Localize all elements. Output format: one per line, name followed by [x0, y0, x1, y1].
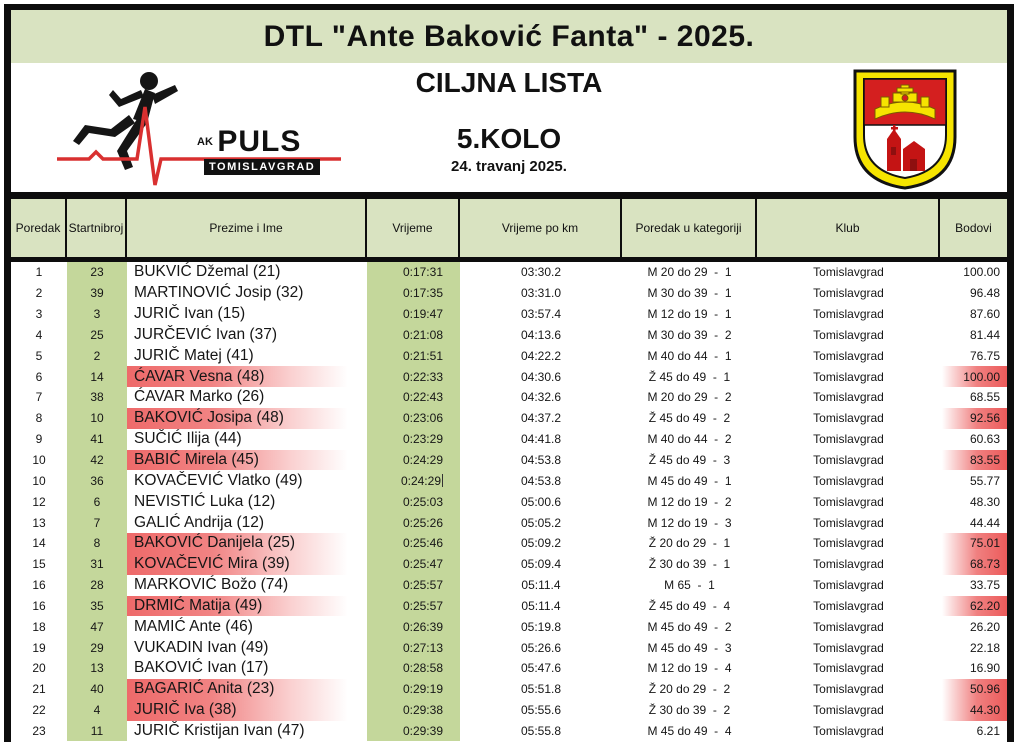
rank-cell: 18 [32, 619, 46, 634]
rank-cell: 6 [35, 369, 43, 384]
pace-cell: 04:53.8 [520, 473, 562, 488]
rank-cell: 22 [32, 703, 46, 718]
name-cell: VUKADIN Ivan (49) [134, 638, 269, 656]
club-cell: Tomislavgrad [813, 286, 884, 301]
name-cell: JURIČ Matej (41) [134, 346, 254, 364]
rank-cell: 1 [35, 265, 43, 280]
club-cell: Tomislavgrad [813, 640, 884, 655]
bib-cell: 40 [67, 679, 127, 700]
category-rank-cell: M 12 do 19 - 1 [647, 307, 732, 322]
rank-cell: 3 [35, 307, 43, 322]
time-cell: 0:22:33 [367, 366, 460, 387]
club-cell: Tomislavgrad [813, 327, 884, 342]
table-header-row [11, 199, 1007, 262]
bib-cell: 35 [67, 596, 127, 617]
category-rank-cell: M 12 do 19 - 2 [647, 494, 732, 509]
club-cell: Tomislavgrad [813, 619, 884, 634]
tomislavgrad-crest [851, 67, 959, 191]
rank-cell: 10 [32, 473, 46, 488]
table-row [11, 304, 1007, 325]
rank-cell: 7 [35, 390, 43, 405]
name-cell: MAMIĆ Ante (46) [134, 617, 253, 635]
category-rank-cell: Ž 30 do 39 - 1 [648, 557, 731, 572]
time-cell: 0:25:03 [367, 491, 460, 512]
category-rank-cell: M 45 do 49 - 1 [647, 473, 732, 488]
points-cell: 33.75 [969, 578, 1000, 593]
rank-cell: 20 [32, 661, 46, 676]
time-cell: 0:25:46 [367, 533, 460, 554]
name-cell: JURIČ Kristijan Ivan (47) [134, 721, 305, 739]
sheet-frame [4, 4, 1014, 742]
category-rank-cell: M 12 do 19 - 4 [647, 661, 732, 676]
club-cell: Tomislavgrad [813, 661, 884, 676]
pace-cell: 04:30.6 [520, 369, 562, 384]
time-cell: 0:28:58 [367, 658, 460, 679]
logo-puls-label: PULS [217, 125, 302, 158]
name-cell: BAKOVIĆ Danijela (25) [127, 533, 367, 554]
pace-cell: 05:11.4 [521, 578, 561, 593]
name-cell: KOVAČEVIĆ Vlatko (49) [134, 471, 303, 489]
category-rank-cell: Ž 45 do 49 - 1 [648, 369, 731, 384]
points-cell: 62.20 [940, 596, 1007, 617]
points-cell: 60.63 [969, 432, 1000, 447]
col-header-poredak: Poredak [11, 199, 67, 257]
club-cell: Tomislavgrad [813, 703, 884, 718]
table-row [11, 408, 1007, 429]
bib-cell: 13 [67, 658, 127, 679]
rank-cell: 9 [35, 432, 43, 447]
coat-of-arms-icon [851, 67, 959, 191]
time-cell: 0:23:29 [367, 429, 460, 450]
club-cell: Tomislavgrad [813, 578, 884, 593]
name-cell: BUKVIĆ Džemal (21) [134, 263, 281, 281]
rank-cell: 4 [35, 327, 43, 342]
rank-cell: 12 [32, 494, 46, 509]
table-row [11, 575, 1007, 596]
bib-cell: 10 [67, 408, 127, 429]
pace-cell: 03:30.2 [520, 265, 562, 280]
bib-cell: 11 [67, 721, 127, 742]
points-cell: 48.30 [969, 494, 1000, 509]
bib-cell: 38 [67, 387, 127, 408]
time-cell: 0:19:47 [367, 304, 460, 325]
pace-cell: 03:57.4 [520, 307, 562, 322]
points-cell: 100.00 [940, 366, 1007, 387]
table-row [11, 700, 1007, 721]
bib-cell: 29 [67, 637, 127, 658]
table-row [11, 616, 1007, 637]
category-rank-cell: M 45 do 49 - 4 [647, 723, 732, 738]
name-cell: KOVAČEVIĆ Mira (39) [127, 554, 367, 575]
logo-city-label: TOMISLAVGRAD [204, 159, 320, 175]
pace-cell: 04:37.2 [520, 411, 562, 426]
table-row [11, 721, 1007, 742]
race-date: 24. travanj 2025. [451, 158, 567, 175]
category-rank-cell: M 40 do 44 - 2 [647, 432, 732, 447]
club-cell: Tomislavgrad [813, 432, 884, 447]
table-row [11, 658, 1007, 679]
points-cell: 81.44 [969, 327, 1000, 342]
col-header-bodovi: Bodovi [940, 199, 1007, 257]
pace-cell: 04:13.6 [520, 327, 562, 342]
pace-cell: 04:32.6 [520, 390, 562, 405]
time-cell: 0:25:47 [367, 554, 460, 575]
club-cell: Tomislavgrad [813, 348, 884, 363]
subtitle-kolo: 5.KOLO [456, 123, 562, 154]
club-cell: Tomislavgrad [813, 369, 884, 384]
bib-cell: 6 [67, 491, 127, 512]
subtitle-ciljna-lista: CILJNA LISTA [415, 67, 603, 98]
pace-cell: 04:53.8 [520, 453, 562, 468]
rank-cell: 13 [32, 515, 46, 530]
club-cell: Tomislavgrad [813, 515, 884, 530]
rank-cell: 16 [32, 578, 46, 593]
category-rank-cell: M 30 do 39 - 2 [647, 327, 732, 342]
pace-cell: 04:41.8 [520, 432, 562, 447]
pace-cell: 05:55.6 [520, 703, 562, 718]
time-cell: 0:24:29 [367, 470, 460, 491]
table-row [11, 345, 1007, 366]
category-rank-cell: M 20 do 29 - 2 [647, 390, 732, 405]
time-cell: 0:22:43 [367, 387, 460, 408]
club-cell: Tomislavgrad [813, 265, 884, 280]
table-row [11, 470, 1007, 491]
club-cell: Tomislavgrad [813, 494, 884, 509]
club-cell: Tomislavgrad [813, 682, 884, 697]
col-header-klub: Klub [757, 199, 940, 257]
bib-cell: 14 [67, 366, 127, 387]
points-cell: 50.96 [940, 679, 1007, 700]
table-row [11, 596, 1007, 617]
table-row [11, 512, 1007, 533]
title-band [11, 10, 1007, 63]
category-rank-cell: M 12 do 19 - 3 [647, 515, 732, 530]
pace-cell: 05:47.6 [520, 661, 562, 676]
bib-cell: 8 [67, 533, 127, 554]
category-rank-cell: Ž 30 do 39 - 2 [648, 703, 731, 718]
category-rank-cell: Ž 45 do 49 - 2 [648, 411, 731, 426]
bib-cell: 42 [67, 450, 127, 471]
table-row [11, 429, 1007, 450]
table-row [11, 325, 1007, 346]
bib-cell: 3 [67, 304, 127, 325]
bib-cell: 23 [67, 262, 127, 283]
club-cell: Tomislavgrad [813, 411, 884, 426]
club-cell: Tomislavgrad [813, 557, 884, 572]
pace-cell: 05:55.8 [520, 723, 562, 738]
bib-cell: 36 [67, 470, 127, 491]
name-cell: NEVISTIĆ Luka (12) [134, 492, 276, 510]
name-cell: BAGARIĆ Anita (23) [127, 679, 367, 700]
rank-cell: 14 [32, 536, 46, 551]
table-row [11, 554, 1007, 575]
logo-text [197, 127, 301, 157]
name-cell: MARTINOVIĆ Josip (32) [134, 284, 304, 302]
time-cell: 0:21:08 [367, 325, 460, 346]
table-row [11, 637, 1007, 658]
logo-ak-label: AK [197, 136, 213, 148]
time-cell: 0:27:13 [367, 637, 460, 658]
table-row [11, 533, 1007, 554]
col-header-poredak-kategorija: Poredak u kategoriji [622, 199, 757, 257]
header-separator [11, 192, 1007, 199]
category-rank-cell: M 40 do 44 - 1 [647, 348, 732, 363]
time-cell: 0:25:57 [367, 575, 460, 596]
pace-cell: 05:19.8 [520, 619, 562, 634]
time-cell: 0:24:29 [367, 450, 460, 471]
table-row [11, 491, 1007, 512]
points-cell: 96.48 [969, 286, 1000, 301]
rank-cell: 23 [32, 723, 46, 738]
points-cell: 83.55 [940, 450, 1007, 471]
name-cell: JURIČ Ivan (15) [134, 305, 246, 323]
pace-cell: 05:05.2 [520, 515, 562, 530]
page-title: DTL "Ante Baković Fanta" - 2025. [263, 19, 755, 53]
time-cell: 0:29:38 [367, 700, 460, 721]
bib-cell: 41 [67, 429, 127, 450]
rank-cell: 15 [32, 557, 46, 572]
name-cell: DRMIĆ Matija (49) [127, 596, 367, 617]
points-cell: 26.20 [969, 619, 1000, 634]
rank-cell: 16 [32, 598, 46, 613]
time-cell: 0:17:35 [367, 283, 460, 304]
club-cell: Tomislavgrad [813, 390, 884, 405]
col-header-vrijeme-po-km: Vrijeme po km [460, 199, 622, 257]
col-header-prezime-ime: Prezime i Ime [127, 199, 367, 257]
time-cell: 0:23:06 [367, 408, 460, 429]
points-cell: 44.30 [940, 700, 1007, 721]
name-cell: BAKOVIĆ Josipa (48) [127, 408, 367, 429]
bib-cell: 4 [67, 700, 127, 721]
bib-cell: 25 [67, 325, 127, 346]
points-cell: 44.44 [969, 515, 1000, 530]
pace-cell: 05:00.6 [520, 494, 562, 509]
name-cell: GALIĆ Andrija (12) [134, 513, 265, 531]
name-cell: BAKOVIĆ Ivan (17) [134, 659, 269, 677]
rank-cell: 19 [32, 640, 46, 655]
points-cell: 55.77 [969, 473, 1000, 488]
club-cell: Tomislavgrad [813, 536, 884, 551]
rank-cell: 10 [32, 453, 46, 468]
club-cell: Tomislavgrad [813, 598, 884, 613]
table-row [11, 262, 1007, 283]
pace-cell: 05:09.2 [520, 536, 562, 551]
name-cell: ĆAVAR Marko (26) [134, 388, 265, 406]
rank-cell: 5 [35, 348, 43, 363]
name-cell: MARKOVIĆ Božo (74) [134, 576, 289, 594]
pace-cell: 05:09.4 [520, 557, 562, 572]
time-cell: 0:29:39 [367, 721, 460, 742]
table-row [11, 283, 1007, 304]
header-area [11, 63, 1007, 192]
category-rank-cell: M 30 do 39 - 1 [647, 286, 732, 301]
bib-cell: 2 [67, 345, 127, 366]
pace-cell: 05:26.6 [520, 640, 562, 655]
points-cell: 75.01 [940, 533, 1007, 554]
time-cell: 0:29:19 [367, 679, 460, 700]
club-cell: Tomislavgrad [813, 473, 884, 488]
points-cell: 100.00 [963, 265, 1000, 280]
pace-cell: 05:51.8 [520, 682, 562, 697]
name-cell: BABIĆ Mirela (45) [127, 450, 367, 471]
rank-cell: 21 [32, 682, 46, 697]
table-body [11, 262, 1007, 741]
points-cell: 87.60 [969, 307, 1000, 322]
club-cell: Tomislavgrad [813, 723, 884, 738]
time-cell: 0:21:51 [367, 345, 460, 366]
name-cell: JURČEVIĆ Ivan (37) [134, 325, 277, 343]
name-cell: ĆAVAR Vesna (48) [127, 366, 367, 387]
name-cell: SUČIĆ Ilija (44) [134, 430, 242, 448]
ak-puls-logo [49, 71, 349, 191]
category-rank-cell: M 65 - 1 [664, 578, 715, 593]
category-rank-cell: M 45 do 49 - 2 [647, 619, 732, 634]
category-rank-cell: M 20 do 29 - 1 [647, 265, 732, 280]
table-row [11, 450, 1007, 471]
pace-cell: 03:31.0 [520, 286, 562, 301]
points-cell: 76.75 [969, 348, 1000, 363]
bib-cell: 31 [67, 554, 127, 575]
category-rank-cell: M 45 do 49 - 3 [647, 640, 732, 655]
points-cell: 6.21 [976, 723, 1000, 738]
category-rank-cell: Ž 20 do 29 - 1 [648, 536, 731, 551]
category-rank-cell: Ž 20 do 29 - 2 [648, 682, 731, 697]
name-cell: JURIČ Iva (38) [127, 700, 367, 721]
points-cell: 16.90 [969, 661, 1000, 676]
points-cell: 22.18 [969, 640, 1000, 655]
pace-cell: 05:11.4 [521, 598, 561, 613]
time-cell: 0:26:39 [367, 616, 460, 637]
text-cursor [442, 474, 443, 487]
club-cell: Tomislavgrad [813, 453, 884, 468]
bib-cell: 39 [67, 283, 127, 304]
club-cell: Tomislavgrad [813, 307, 884, 322]
points-cell: 92.56 [940, 408, 1007, 429]
time-cell: 0:25:26 [367, 512, 460, 533]
category-rank-cell: Ž 45 do 49 - 4 [648, 598, 731, 613]
bib-cell: 47 [67, 616, 127, 637]
bib-cell: 28 [67, 575, 127, 596]
results-table [11, 199, 1007, 741]
time-cell: 0:25:57 [367, 596, 460, 617]
col-header-vrijeme: Vrijeme [367, 199, 460, 257]
time-cell: 0:17:31 [367, 262, 460, 283]
col-header-startni-broj: Startni broj [67, 199, 127, 257]
points-cell: 68.73 [940, 554, 1007, 575]
table-row [11, 679, 1007, 700]
category-rank-cell: Ž 45 do 49 - 3 [648, 453, 731, 468]
bib-cell: 7 [67, 512, 127, 533]
table-row [11, 387, 1007, 408]
points-cell: 68.55 [969, 390, 1000, 405]
pace-cell: 04:22.2 [520, 348, 562, 363]
table-row [11, 366, 1007, 387]
rank-cell: 2 [35, 286, 43, 301]
rank-cell: 8 [35, 411, 43, 426]
